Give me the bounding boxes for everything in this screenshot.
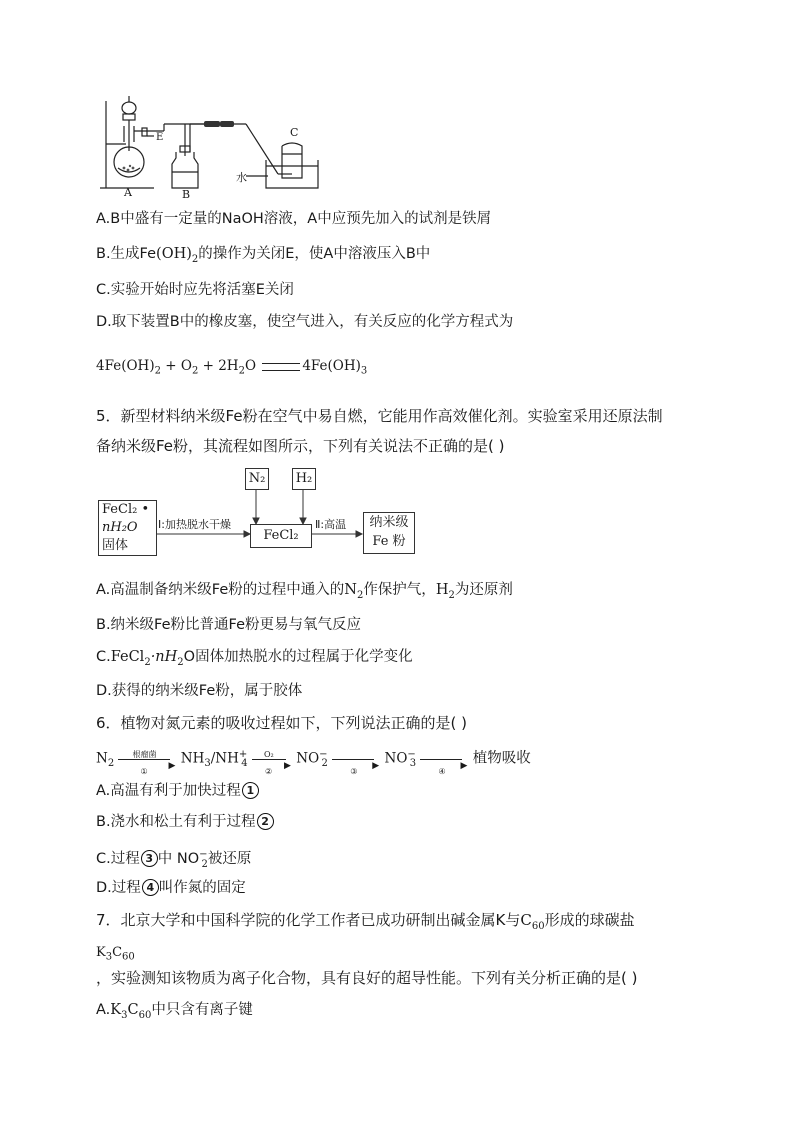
q7-c-sub: 60 xyxy=(122,951,135,963)
q5-a-n: N xyxy=(344,582,357,598)
label-b: B xyxy=(182,188,191,201)
arrow1-top: 根瘤菌 xyxy=(132,750,157,759)
chain-no3-sub: 3 xyxy=(409,758,417,770)
q4-b-post: 的操作为关闭E，使A中溶液压入B中 xyxy=(198,246,431,262)
q6-c-circle: 3 xyxy=(141,850,158,867)
eq-rhs-sub: 3 xyxy=(360,365,368,377)
q5-stem-line2: 备纳米级Fe粉，其流程如图所示，下列有关说法不正确的是( ) xyxy=(96,437,505,455)
q7-c60-sub: 60 xyxy=(531,921,545,932)
chain-nh4-sup: + xyxy=(238,749,248,760)
chain-arrow-4: ▶ ④ xyxy=(420,752,468,766)
q4-b-sub: 2 xyxy=(191,253,199,265)
chain-arrow-3: ▶ ③ xyxy=(332,752,380,766)
q5-c-formula: FeCl xyxy=(110,649,145,665)
flow-box-mid xyxy=(250,524,312,548)
flow-end-l1: 纳米级 xyxy=(369,515,409,530)
q5-a-n-sub: 2 xyxy=(356,589,364,601)
q6-c-pre: C.过程 xyxy=(96,850,140,867)
flow-box-n2 xyxy=(245,468,269,490)
arrow2-top: O₂ xyxy=(263,750,274,759)
eq-lhs1-sub: 2 xyxy=(154,365,161,377)
q5-option-d: D.获得的纳米级Fe粉，属于胶体 xyxy=(96,683,303,699)
q5-option-b: B.纳米级Fe粉比普通Fe粉更易与氧气反应 xyxy=(96,617,361,633)
q7-a-post: 中只含有离子键 xyxy=(151,1002,253,1018)
q5-a-mid: 作保护气， xyxy=(363,582,436,598)
chain-n2: N xyxy=(96,750,108,767)
q5-a-h: H xyxy=(435,582,449,598)
q4-option-c: C.实验开始时应先将活塞E关闭 xyxy=(96,282,294,298)
q4-option-b xyxy=(96,244,430,270)
q7-formula xyxy=(96,943,135,968)
q5-c-sub1: 2 xyxy=(144,656,151,668)
chain-n2-sub: 2 xyxy=(107,758,115,770)
q4-option-a: A.B中盛有一定量的NaOH溶液，A中应预先加入的试剂是铁屑 xyxy=(96,211,492,227)
label-c: C xyxy=(290,126,299,139)
q7-c: C xyxy=(112,945,123,960)
chain-no2-sub: 2 xyxy=(321,758,328,770)
q6-chain xyxy=(96,744,531,775)
q5-a-post: 为还原剂 xyxy=(454,582,513,598)
chain-arrow-2: O₂ ▶ ② xyxy=(252,752,292,766)
label-water: 水 xyxy=(236,171,247,184)
flow-mid: FeCl₂ xyxy=(263,528,299,543)
flow-step1-label: Ⅰ:加热脱水干燥 xyxy=(158,518,231,531)
q6-c-mid: 中 NO xyxy=(157,850,200,867)
flow-box-end xyxy=(363,512,415,554)
q7-k-sub: 3 xyxy=(105,951,113,963)
q5-a-h-sub: 2 xyxy=(448,589,455,601)
q5-c-sub2: 2 xyxy=(177,656,184,668)
arrow2-bottom: ② xyxy=(264,767,273,776)
eq-h2o-o: O xyxy=(244,358,257,374)
q6-c-sub: 2 xyxy=(201,858,208,870)
chain-nh4-sub: 4 xyxy=(241,758,248,770)
q6-stem: 6．植物对氮元素的吸收过程如下，下列说法正确的是( ) xyxy=(96,714,468,732)
q5-c-pre: C. xyxy=(96,649,111,665)
q6-a-circle: 1 xyxy=(242,782,259,799)
q6-d-circle: 4 xyxy=(142,879,159,896)
q4-option-d: D.取下装置B中的橡皮塞，使空气进入，有关反应的化学方程式为 xyxy=(96,314,514,330)
chain-no2: NO xyxy=(296,750,320,767)
chain-nh3-sub: 3 xyxy=(204,758,211,770)
q6-d-post: 叫作氮的固定 xyxy=(158,880,246,896)
label-e: E xyxy=(156,132,164,143)
q7-a-pre: A. xyxy=(96,1002,111,1018)
flow-start-l1: FeCl₂ • xyxy=(102,502,150,517)
flow-start-l2: nH₂O xyxy=(102,520,138,535)
q7-option-a xyxy=(96,1000,253,1026)
q7-a-formula: $K_3C_{60}$ xyxy=(110,1002,152,1021)
apparatus-figure xyxy=(96,96,326,204)
q4-b-formula: (OH) xyxy=(156,246,192,262)
eq-plus2: + 2H xyxy=(198,358,239,374)
chain-nh4: /NH xyxy=(210,750,239,767)
q5-stem-line1: 5．新型材料纳米级Fe粉在空气中易自燃，它能用作高效催化剂。实验室采用还原法制 xyxy=(96,407,663,425)
q6-c-post: 被还原 xyxy=(207,850,252,867)
q5-c-post: O固体加热脱水的过程属于化学变化 xyxy=(183,649,413,665)
chain-arrow-1: 根瘤菌 ▶ ① xyxy=(118,752,176,766)
equal-sign xyxy=(262,363,300,371)
chain-nh3: NH xyxy=(180,750,205,767)
eq-lhs1: 4Fe(OH) xyxy=(96,358,155,374)
arrow1-bottom: ① xyxy=(140,767,148,776)
q6-a-text: A.高温有利于加快过程 xyxy=(96,783,241,799)
flow-start-l3: 固体 xyxy=(102,538,129,553)
q7-stem-line3: ，实验测知该物质为离子化合物，具有良好的超导性能。下列有关分析正确的是( ) xyxy=(96,969,638,987)
q6-b-text: B.浇水和松土有利于过程 xyxy=(96,814,256,830)
q6-d-pre: D.过程 xyxy=(96,880,141,896)
q7-c60: C xyxy=(520,911,532,929)
q4-equation xyxy=(96,356,367,382)
flow-step2-label: Ⅱ:高温 xyxy=(315,518,347,531)
q6-option-d xyxy=(96,878,246,898)
flow-box-start xyxy=(98,500,157,556)
flow-end-l2: Fe 粉 xyxy=(372,534,406,549)
flow-h2: H₂ xyxy=(295,471,313,486)
q5-option-c xyxy=(96,647,413,673)
eq-plus1: + O xyxy=(160,358,192,374)
eq-h2o-sub: 2 xyxy=(238,365,245,377)
q4-b-pre: B.生成Fe xyxy=(96,246,157,262)
flow-n2: N₂ xyxy=(248,471,266,486)
q6-c-sup: − xyxy=(199,849,208,860)
chain-no2-sup: − xyxy=(319,749,328,760)
q5-c-mid: ·nH xyxy=(150,649,178,665)
q6-option-a xyxy=(96,781,259,801)
arrow3-bottom: ③ xyxy=(350,767,358,776)
q5-option-a xyxy=(96,580,513,606)
q5-a-pre: A.高温制备纳米级Fe粉的过程中通入的 xyxy=(96,582,345,598)
q7-line1-post: 形成的球碳盐 xyxy=(544,911,635,929)
arrow4-bottom: ④ xyxy=(438,767,446,776)
q6-b-circle: 2 xyxy=(257,813,274,830)
q6-option-b xyxy=(96,812,274,832)
flow-box-h2 xyxy=(292,468,316,490)
q7-k: K xyxy=(96,945,106,960)
q7-line1-pre: 7．北京大学和中国科学院的化学工作者已成功研制出碱金属K与 xyxy=(96,911,521,929)
chain-no3-sup: − xyxy=(407,749,416,760)
q5-flowchart xyxy=(96,468,426,560)
q6-option-c xyxy=(96,845,251,875)
chain-no3: NO xyxy=(384,750,408,767)
eq-rhs: 4Fe(OH) xyxy=(302,358,361,374)
eq-o2-sub: 2 xyxy=(191,365,199,377)
label-a: A xyxy=(124,186,132,199)
chain-end: 植物吸收 xyxy=(472,750,531,767)
q7-stem-line1 xyxy=(96,910,635,937)
